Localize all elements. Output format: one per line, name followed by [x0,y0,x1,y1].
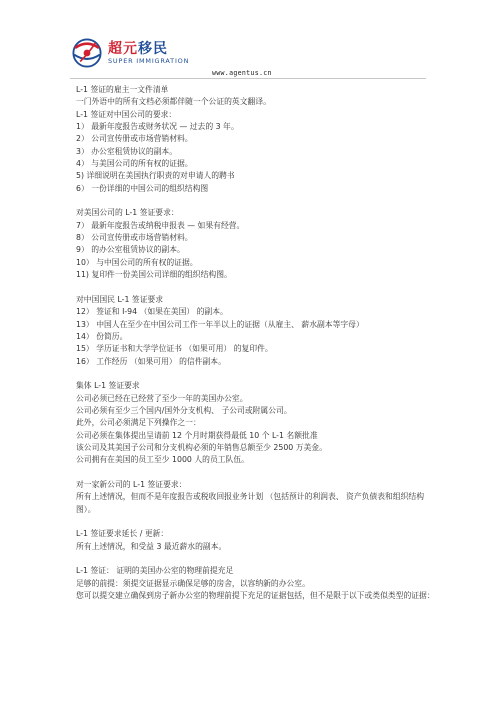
text-line: 对一家新公司的 L-1 签证要求： [76,480,187,489]
brand-name-en: SUPER IMMIGRATION [108,56,190,65]
text-line: 公司必须有至少三个国内/国外分支机构、 子公司或附属公司。 [76,405,292,415]
text-line: 集体 L-1 签证要求 [76,381,140,391]
blank-line [76,516,436,528]
text-line: 一门外语中的所有文档必须都伴随一个公证的英文翻译。 [76,97,271,107]
header-divider [70,78,426,79]
text-line: 公司拥有在美国的员工至少 1000 人的员工队伍。 [76,455,249,465]
text-line: 2） 公司宣传册或市场营销材料。 [76,134,193,144]
text-line: 您可以提交建立确保到房子新办公室的物理前提下充足的证据包括，但不是限于以下或类似类型的证据： [76,591,435,601]
text-line: 3） 办公室租赁协议的副本。 [76,146,178,156]
text-line: L-1 签证： 证明的美国办公室的物理前提充足 [76,566,234,576]
text-line: 公司必须在集体提出呈请前 12 个月时期获得最低 10 个 L-1 名额批准 [76,430,318,440]
text-line: 13） 中国人在至少在中国公司工作一年半以上的证据（从雇主、 薪水副本等字母） [76,319,364,329]
text-line: L-1 签证对中国公司的要求： [76,109,177,119]
blank-line [76,282,436,294]
page-header [0,0,496,80]
text-line: 5) 详细说明在美国执行职责的对申请人的聘书 [76,171,235,181]
brand-name [108,42,189,65]
text-line: 8） 公司宣传册或市场营销材料。 [76,233,193,243]
text-line: 6） 一份详细的中国公司的组织结构图 [76,183,209,193]
blank-line [76,368,436,380]
text-line: 14） 份简历。 [76,331,128,341]
text-line: 12） 签证和 I-94 （如果在美国） 的副本。 [76,307,228,317]
globe-logo-icon [70,36,104,70]
document-body [76,84,436,602]
blank-line [76,553,436,565]
text-line: 公司必须已经在已经营了至少一年的美国办公室。 [76,393,248,403]
text-line: 9） 的办公室租赁协议的副本。 [76,245,185,255]
brand-name-cn [108,42,189,56]
text-line: 所有上述情况，但而不是年度报告或税收回报业务计划 （包括预计的利润表、 资产负债表和组织结构图）。 [76,492,425,514]
text-line: 对美国公司的 L-1 签证要求： [76,208,179,218]
text-line: 所有上述情况，和受益 3 最近薪水的副本。 [76,541,227,551]
blank-line [76,195,436,207]
text-line: L-1 签证的雇主一文件清单 [76,85,169,94]
text-line: 15） 学历证书和大学学位证书 （如果可用） 的复印件。 [76,344,273,354]
blank-line [76,467,436,479]
brand-logo [70,36,189,70]
text-line: 7） 最新年度报告或纳税申报表 — 如果有经营。 [76,220,245,230]
text-line: 11) 复印件一份美国公司详细的组织结构图。 [76,270,232,280]
brand-name-part-2: 移民 [138,40,168,57]
text-line: 16） 工作经历 （如果可用） 的信件副本。 [76,356,226,366]
text-line: 足够的前提：须提交证据显示确保足够的房舍，以容纳新的办公室。 [76,578,310,588]
text-line: 对中国国民 L-1 签证要求 [76,294,164,304]
site-url[interactable]: www.agentus.cn [212,69,272,77]
text-line: 此外，公司必须满足下列操作之一： [76,418,201,428]
text-line: 1） 最新年度报告或财务状况 — 过去的 3 年。 [76,122,239,132]
brand-name-part-1: 超元 [108,40,138,57]
text-line: 4） 与美国公司的所有权的证据。 [76,159,193,169]
text-line: 10） 与中国公司的所有权的证据。 [76,257,198,267]
text-line: L-1 签证要求延长 / 更新： [76,529,169,539]
text-line: 该公司及其美国子公司和分支机构必须的年销售总额至少 2500 万美金。 [76,442,327,452]
